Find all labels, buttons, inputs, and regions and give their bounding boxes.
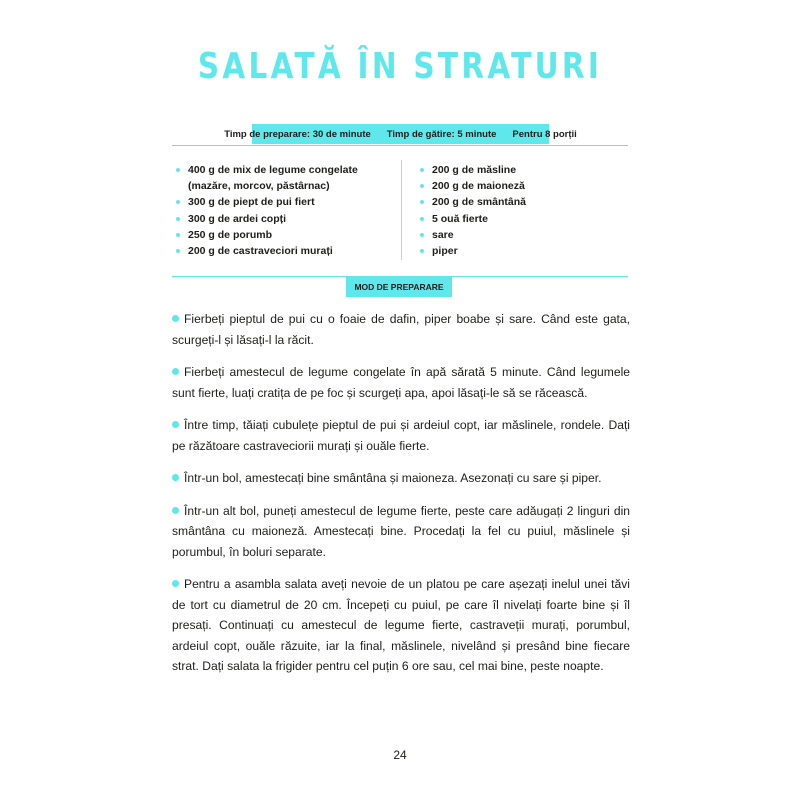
method-step: Într-un alt bol, puneți amestecul de legume fierte, peste care adăugați 2 linguri din smântâna cu maioneză. Amestecați bine. Procedați la fel cu puiul, măslinele și porumbul, în boluri separate. <box>172 503 630 559</box>
ingredient-item: 300 g de ardei copți <box>176 211 388 227</box>
ingredient-item: 200 g de măsline <box>420 162 620 178</box>
bullet-icon <box>420 200 424 204</box>
method-step: Între timp, tăiați cubulețe pieptul de pui și ardeiul copt, iar măslinele, rondele. Dați pe răzătoare castraveciorii murați și ouăle fierte. <box>172 418 630 453</box>
ingredient-item: 200 g de maioneză <box>420 178 620 194</box>
ingredients-right-column <box>420 162 620 259</box>
bullet-icon <box>176 200 180 204</box>
bullet-icon <box>172 474 179 481</box>
page-title: SALATĂ ÎN STRATURI <box>197 46 603 87</box>
ingredient-item: piper <box>420 243 620 259</box>
ingredient-item: sare <box>420 227 620 243</box>
method-step: Pentru a asambla salata aveți nevoie de un platou pe care așezați inelul unei tăvi de tort cu diametrul de 20 cm. Începeți cu puiul, pe care îl nivelați foarte bine și îl presați. Continuați cu amestecul de legume fierte, castraveții murați, porumbul, ardeiul copt, ouăle răzuite, iar la final, măslinele, nivelând și presând bine fiecare strat. Dați salata la frigider pentru cel puțin 6 ore sau, cel mai bine, peste noapte. <box>172 577 630 673</box>
bullet-icon <box>176 168 180 172</box>
bullet-icon <box>420 249 424 253</box>
bullet-icon <box>172 368 179 375</box>
method-label: MOD DE PREPARARE <box>346 277 452 297</box>
cook-time: Timp de gătire: 5 minute <box>386 128 497 140</box>
bullet-icon <box>176 217 180 221</box>
bullet-icon <box>176 249 180 253</box>
ingredients-left-column <box>176 162 388 259</box>
bullet-icon <box>172 580 179 587</box>
recipe-meta-bar <box>224 124 577 144</box>
bullet-icon <box>176 233 180 237</box>
bullet-icon <box>420 184 424 188</box>
page-number: 24 <box>393 748 407 762</box>
ingredient-item: 5 ouă fierte <box>420 211 620 227</box>
bullet-icon <box>172 315 179 322</box>
method-steps <box>172 309 630 689</box>
bullet-icon <box>420 233 424 237</box>
bullet-icon <box>172 507 179 514</box>
ingredient-item: 400 g de mix de legume congelate (mazăre, morcov, păstârnac) <box>176 162 388 194</box>
method-step: Fierbeți pieptul de pui cu o foaie de dafin, piper boabe și sare. Când este gata, scurgeți-l și lăsați-l la răcit. <box>172 312 630 347</box>
bullet-icon <box>420 217 424 221</box>
prep-time: Timp de preparare: 30 de minute <box>224 128 371 140</box>
column-divider <box>401 160 402 260</box>
bullet-icon <box>420 168 424 172</box>
bullet-icon <box>172 421 179 428</box>
ingredient-item: 200 g de castraveciori murați <box>176 243 388 259</box>
method-step: Fierbeți amestecul de legume congelate în apă sărată 5 minute. Când legumele sunt fierte, luați cratița de pe foc și scurgeți apa, apoi lăsați-le să se răcească. <box>172 365 630 400</box>
ingredient-item: 300 g de piept de pui fiert <box>176 194 388 210</box>
ingredient-item: 200 g de smântână <box>420 194 620 210</box>
method-step: Într-un bol, amestecați bine smântâna și maioneza. Asezonați cu sare și piper. <box>172 468 630 489</box>
top-divider <box>172 145 628 146</box>
ingredient-item: 250 g de porumb <box>176 227 388 243</box>
servings: Pentru 8 porții <box>512 128 577 140</box>
